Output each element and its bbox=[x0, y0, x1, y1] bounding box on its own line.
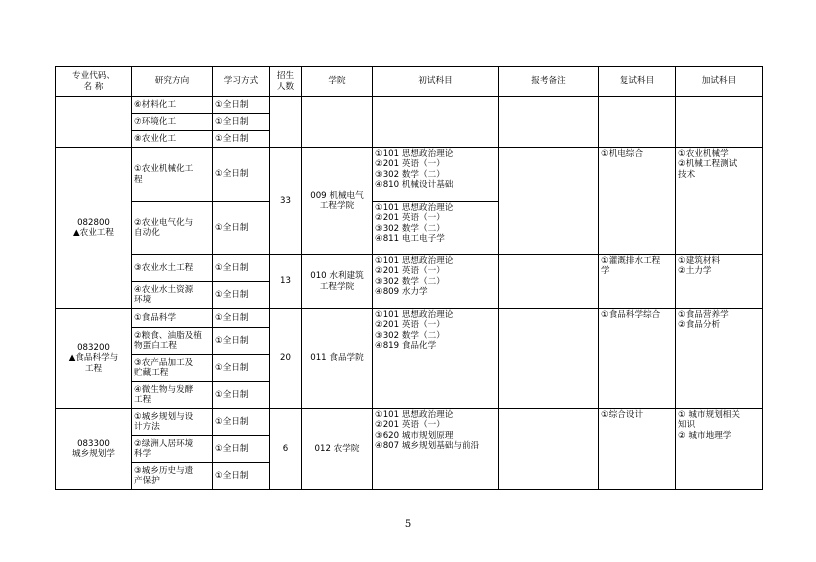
retest-cell: ①机电综合 bbox=[599, 148, 676, 255]
mode-cell: ①全日制 bbox=[213, 282, 270, 309]
direction-cell: ⑥材料化工 bbox=[132, 97, 213, 114]
mode-cell: ①全日制 bbox=[213, 463, 270, 490]
extra-test-cell: ① 城市规划相关 知识 ② 城市地理学 bbox=[676, 409, 763, 490]
header-row bbox=[56, 67, 763, 97]
count-cell-empty bbox=[270, 97, 302, 148]
mode-cell: ①全日制 bbox=[213, 355, 270, 382]
mode-cell: ①全日制 bbox=[213, 148, 270, 202]
header-notes: 报考备注 bbox=[499, 67, 599, 97]
mode-cell: ①全日制 bbox=[213, 202, 270, 255]
page-number: 5 bbox=[404, 519, 412, 530]
mode-cell: ①全日制 bbox=[213, 382, 270, 409]
notes-cell bbox=[499, 255, 599, 309]
exam-list-cell: ①101 思想政治理论 ②201 英语（一） ③302 数学（二） ④809 水力学 bbox=[373, 255, 499, 309]
extra-cell-empty bbox=[676, 97, 763, 148]
header-initial-exam: 初试科目 bbox=[373, 67, 499, 97]
header-direction: 研究方向 bbox=[132, 67, 213, 97]
retest-cell: ①综合设计 bbox=[599, 409, 676, 490]
direction-cell: ②绿洲人居环境 科学 bbox=[132, 436, 213, 463]
table-row bbox=[56, 97, 763, 114]
direction-cell: ③农业水土工程 bbox=[132, 255, 213, 282]
header-study-mode: 学习方式 bbox=[213, 67, 270, 97]
enroll-count-cell: 20 bbox=[270, 309, 302, 409]
college-cell: 009 机械电气 工程学院 bbox=[302, 148, 373, 255]
header-enroll-count: 招生 人数 bbox=[270, 67, 302, 97]
exam-list-cell: ①101 思想政治理论 ②201 英语（一） ③302 数学（二） ④811 电工电子学 bbox=[373, 202, 499, 255]
header-extra-test: 加试科目 bbox=[676, 67, 763, 97]
mode-cell: ①全日制 bbox=[213, 328, 270, 355]
college-cell: 010 水利建筑 工程学院 bbox=[302, 255, 373, 309]
direction-cell: ①农业机械化工 程 bbox=[132, 148, 213, 202]
code-cell-empty bbox=[56, 97, 132, 148]
table-row bbox=[56, 255, 763, 282]
table-row bbox=[56, 409, 763, 436]
direction-cell: ②粮食、油脂及植 物蛋白工程 bbox=[132, 328, 213, 355]
header-college: 学院 bbox=[302, 67, 373, 97]
direction-cell: ②农业电气化与 自动化 bbox=[132, 202, 213, 255]
mode-cell: ①全日制 bbox=[213, 114, 270, 131]
retest-cell: ①食品科学综合 bbox=[599, 309, 676, 409]
direction-cell: ⑦环境化工 bbox=[132, 114, 213, 131]
mode-cell: ①全日制 bbox=[213, 255, 270, 282]
retest-cell: ①灌溉排水工程 学 bbox=[599, 255, 676, 309]
exam-cell-empty bbox=[373, 97, 499, 148]
mode-cell: ①全日制 bbox=[213, 409, 270, 436]
extra-test-cell: ①农业机械学 ②机械工程测试 技术 bbox=[676, 148, 763, 255]
direction-cell: ①城乡规划与设 计方法 bbox=[132, 409, 213, 436]
direction-cell: ⑧农业化工 bbox=[132, 131, 213, 148]
direction-cell: ④微生物与发酵 工程 bbox=[132, 382, 213, 409]
extra-test-cell: ①食品营养学 ②食品分析 bbox=[676, 309, 763, 409]
notes-cell bbox=[499, 148, 599, 255]
notes-cell bbox=[499, 309, 599, 409]
notes-cell bbox=[499, 409, 599, 490]
direction-cell: ④农业水土资源 环境 bbox=[132, 282, 213, 309]
major-code-cell: 083200 ▲食品科学与 工程 bbox=[56, 309, 132, 409]
major-code-cell: 082800 ▲农业工程 bbox=[56, 148, 132, 309]
direction-cell: ③农产品加工及 贮藏工程 bbox=[132, 355, 213, 382]
major-code-cell: 083300 城乡规划学 bbox=[56, 409, 132, 490]
exam-list-cell: ①101 思想政治理论 ②201 英语（一） ③302 数学（二） ④819 食品化学 bbox=[373, 309, 499, 409]
retest-cell-empty bbox=[599, 97, 676, 148]
exam-list-cell: ①101 思想政治理论 ②201 英语（一） ③620 城市规划原理 ④807 城乡规划基础与前沿 bbox=[373, 409, 499, 490]
college-cell: 012 农学院 bbox=[302, 409, 373, 490]
extra-test-cell: ①建筑材料 ②土力学 bbox=[676, 255, 763, 309]
exam-list-cell: ①101 思想政治理论 ②201 英语（一） ③302 数学（二） ④810 机械设计基础 bbox=[373, 148, 499, 202]
table-row bbox=[56, 309, 763, 328]
table-row bbox=[56, 148, 763, 202]
header-code-name: 专业代码、 名 称 bbox=[56, 67, 132, 97]
enroll-count-cell: 13 bbox=[270, 255, 302, 309]
mode-cell: ①全日制 bbox=[213, 131, 270, 148]
mode-cell: ①全日制 bbox=[213, 309, 270, 328]
enroll-count-cell: 6 bbox=[270, 409, 302, 490]
admissions-table bbox=[55, 66, 763, 490]
notes-cell-empty bbox=[499, 97, 599, 148]
direction-cell: ①食品科学 bbox=[132, 309, 213, 328]
college-cell-empty bbox=[302, 97, 373, 148]
mode-cell: ①全日制 bbox=[213, 97, 270, 114]
header-retest: 复试科目 bbox=[599, 67, 676, 97]
enroll-count-cell: 33 bbox=[270, 148, 302, 255]
mode-cell: ①全日制 bbox=[213, 436, 270, 463]
college-cell: 011 食品学院 bbox=[302, 309, 373, 409]
direction-cell: ③城乡历史与遗 产保护 bbox=[132, 463, 213, 490]
